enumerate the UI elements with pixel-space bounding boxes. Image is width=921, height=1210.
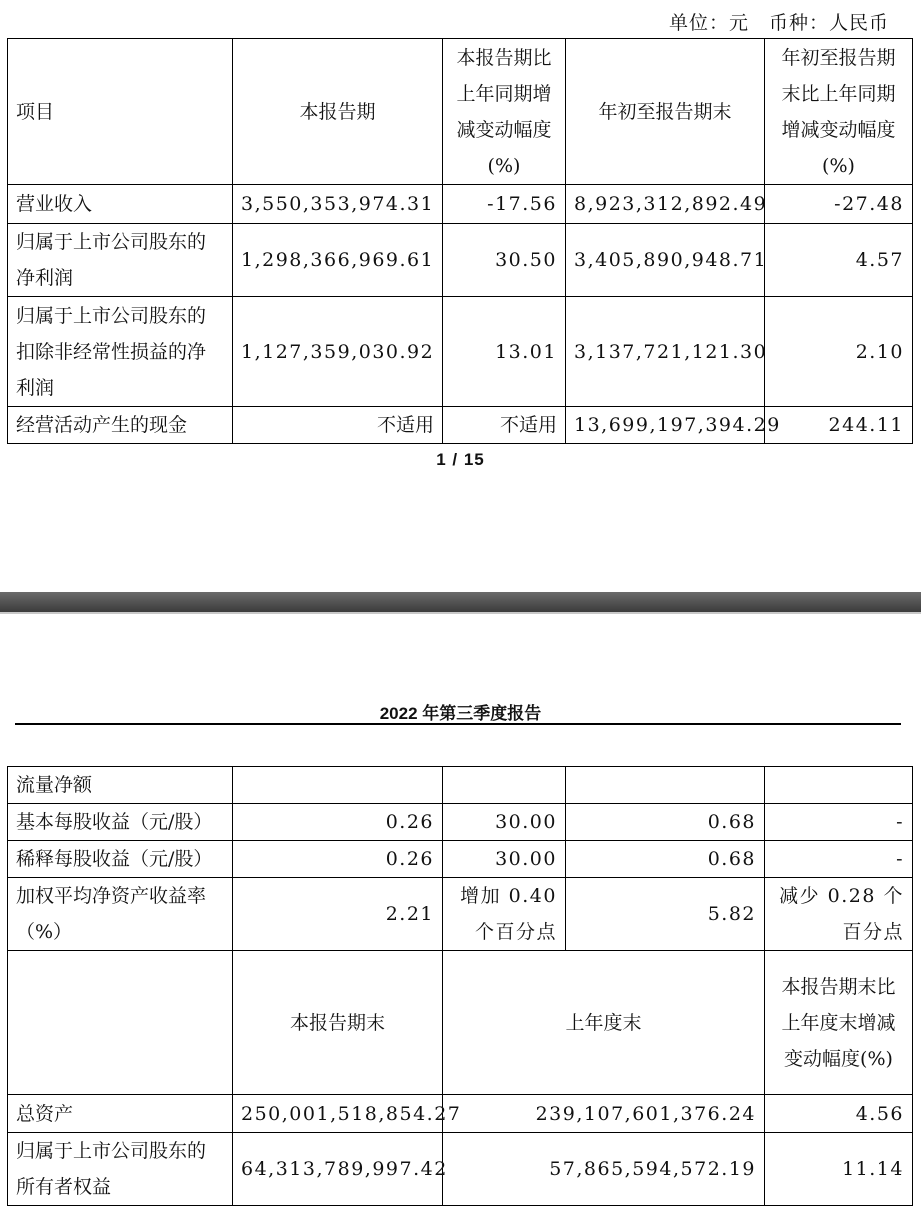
cell-current-change: 13.01 [443,297,566,407]
table-row [8,878,913,951]
row-label: 经营活动产生的现金 [8,407,233,444]
cell-ytd-change: 2.10 [765,297,913,407]
cell-period-end: 250,001,518,854.27 [233,1095,443,1133]
cell-current [233,767,443,804]
page-number: 1 / 15 [436,450,485,469]
cell-ytd: 0.68 [566,841,765,878]
header-item: 项目 [8,39,233,185]
cell-current-change: 30.00 [443,804,566,841]
header-period-end: 本报告期末 [233,951,443,1095]
cell-ytd-change: 减少 0.28 个百分点 [765,878,913,951]
cell-current-change: -17.56 [443,185,566,224]
header-ytd-change: 年初至报告期末比上年同期增减变动幅度(%) [765,39,913,185]
cell-ytd-change [765,767,913,804]
balance-header-row [8,951,913,1095]
table-row [8,1095,913,1133]
cell-ytd: 13,699,197,394.29 [566,407,765,444]
cell-ytd-change: 244.11 [765,407,913,444]
cell-current-change: 不适用 [443,407,566,444]
cell-ytd: 8,923,312,892.49 [566,185,765,224]
cell-current: 3,550,353,974.31 [233,185,443,224]
cell-current-change: 增加 0.40 个百分点 [443,878,566,951]
unit-currency-note: 单位：元 币种：人民币 [668,12,889,34]
row-label: 流量净额 [8,767,233,804]
key-financials-table-part1 [7,38,913,444]
cell-current-change: 30.50 [443,224,566,297]
table-row [8,767,913,804]
title-rule [15,723,901,725]
cell-balance-change: 11.14 [765,1133,913,1206]
cell-ytd-change: - [765,841,913,878]
cell-ytd-change: - [765,804,913,841]
row-label: 归属于上市公司股东的净利润 [8,224,233,297]
table-row [8,804,913,841]
cell-current: 不适用 [233,407,443,444]
table-row [8,407,913,444]
row-label: 稀释每股收益（元/股） [8,841,233,878]
row-label: 归属于上市公司股东的所有者权益 [8,1133,233,1206]
cell-current: 1,298,366,969.61 [233,224,443,297]
header-current-change: 本报告期比上年同期增减变动幅度(%) [443,39,566,185]
header-balance-change: 本报告期末比上年度末增减变动幅度(%) [765,951,913,1095]
cell-ytd [566,767,765,804]
cell-prior-year-end: 57,865,594,572.19 [443,1133,765,1206]
cell-ytd-change: -27.48 [765,185,913,224]
table-row [8,297,913,407]
cell-current: 1,127,359,030.92 [233,297,443,407]
header-ytd: 年初至报告期末 [566,39,765,185]
cell-current: 2.21 [233,878,443,951]
row-label: 基本每股收益（元/股） [8,804,233,841]
key-financials-table-part2 [7,766,913,1206]
cell-current: 0.26 [233,841,443,878]
cell-period-end: 64,313,789,997.42 [233,1133,443,1206]
table-row [8,185,913,224]
header-prior-year-end: 上年度末 [443,951,765,1095]
cell-current: 0.26 [233,804,443,841]
cell-prior-year-end: 239,107,601,376.24 [443,1095,765,1133]
table-row [8,224,913,297]
report-title: 2022 年第三季度报告 [379,704,542,723]
cell-current-change [443,767,566,804]
cell-ytd: 3,405,890,948.71 [566,224,765,297]
row-label: 归属于上市公司股东的扣除非经常性损益的净利润 [8,297,233,407]
header-blank [8,951,233,1095]
cell-balance-change: 4.56 [765,1095,913,1133]
page-separator [0,592,921,612]
row-label: 总资产 [8,1095,233,1133]
header-current-period: 本报告期 [233,39,443,185]
cell-ytd: 5.82 [566,878,765,951]
table-row [8,1133,913,1206]
cell-ytd: 0.68 [566,804,765,841]
table-header-row [8,39,913,185]
row-label: 营业收入 [8,185,233,224]
row-label: 加权平均净资产收益率（%） [8,878,233,951]
cell-current-change: 30.00 [443,841,566,878]
cell-ytd-change: 4.57 [765,224,913,297]
page-separator-edge [0,612,921,614]
table-row [8,841,913,878]
cell-ytd: 3,137,721,121.30 [566,297,765,407]
